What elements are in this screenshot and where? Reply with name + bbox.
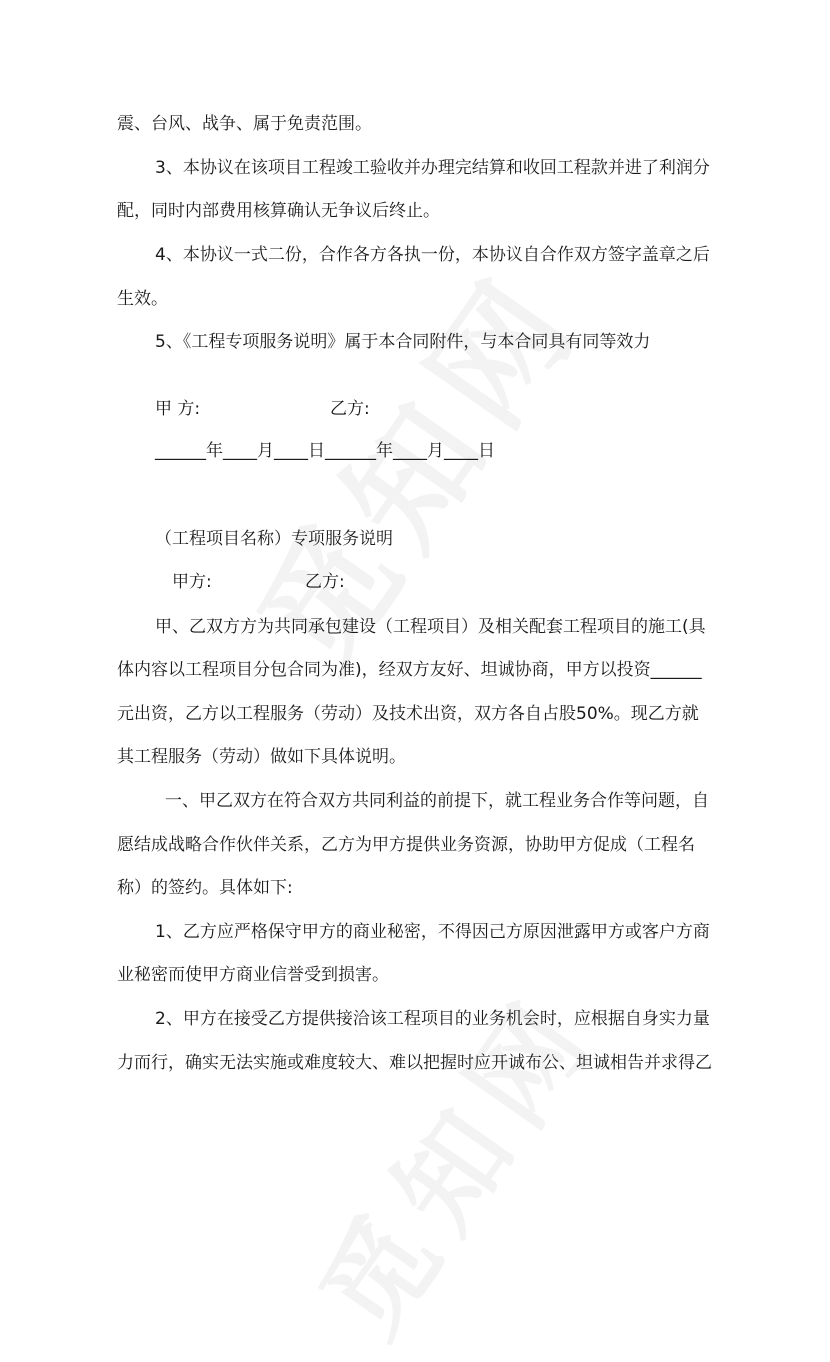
text-line: 业秘密而使甲方商业信誉受到损害。: [117, 965, 389, 985]
text-line: 体内容以工程项目分包合同为准)，经双方友好、坦诚协商，甲方以投资______: [117, 660, 702, 680]
party-b-label: 乙方:: [305, 572, 345, 592]
text-line: 生效。: [117, 289, 168, 309]
text-line: 2、甲方在接受乙方提供接洽该工程项目的业务机会时，应根据自身实力量: [155, 1009, 710, 1029]
text-line: 一、甲乙双方在符合双方共同利益的前提下，就工程业务合作等问题，自: [165, 791, 709, 811]
text-line: 甲、乙双方方为共同承包建设（工程项目）及相关配套工程项目的施工(具: [155, 617, 706, 637]
text-line: 愿结成战略合作伙伴关系，乙方为甲方提供业务资源，协助甲方促成（工程名: [117, 835, 695, 855]
party-b-label: 乙方:: [330, 399, 370, 419]
text-line: 称）的签约。具体如下:: [117, 878, 293, 898]
signature-date-line: ______年____月____日______年____月____日: [155, 441, 495, 461]
text-line: 3、本协议在该项目工程竣工验收并办理完结算和收回工程款并进了利润分: [155, 158, 710, 178]
section-title: （工程项目名称）专项服务说明: [155, 529, 393, 549]
text-line: 5、《工程专项服务说明》属于本合同附件，与本合同具有同等效力: [155, 332, 651, 352]
text-line: 震、台风、战争、属于免责范围。: [117, 114, 372, 134]
text-line: 元出资，乙方以工程服务（劳动）及技术出资，双方各自占股50%。现乙方就: [117, 704, 699, 724]
party-a-label: 甲方:: [172, 572, 212, 592]
text-line: 力而行，确实无法实施或难度较大、难以把握时应开诚布公、坦诚相告并求得乙: [117, 1053, 712, 1073]
party-a-label: 甲 方:: [155, 399, 201, 419]
text-line: 配，同时内部费用核算确认无争议后终止。: [117, 201, 440, 221]
text-line: 1、乙方应严格保守甲方的商业秘密，不得因己方原因泄露甲方或客户方商: [155, 922, 710, 942]
text-line: 其工程服务（劳动）做如下具体说明。: [117, 747, 406, 767]
text-line: 4、本协议一式二份，合作各方各执一份，本协议自合作双方签字盖章之后: [155, 245, 710, 265]
